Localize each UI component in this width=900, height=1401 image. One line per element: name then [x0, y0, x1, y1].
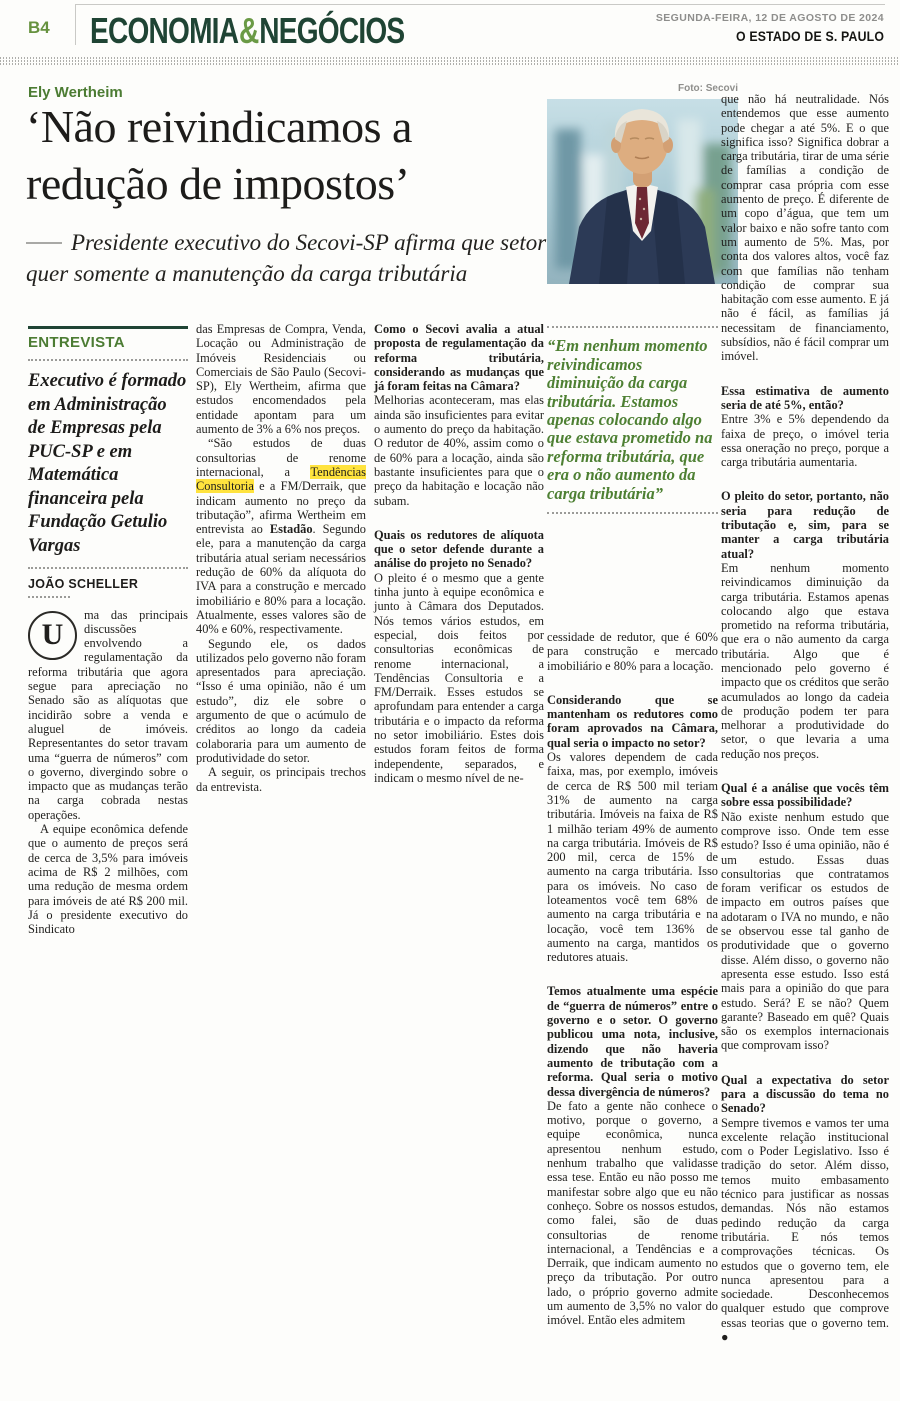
article-paragraph: [196, 322, 366, 436]
article-paragraph: [28, 608, 188, 822]
column-4-text: [547, 630, 718, 1328]
text-segment: De fato a gente não conhece o motivo, porque o governo, a equipe econômica, nunca apresentou nenhum estudo, nenhum trabalho que validasse essa tese. Então eu não posso me manifestar sobre algo que eu não conheço. Sobre os nossos estudos, como falei, são de duas consultorias de renome internacional, a Tendências e a Derraik, que indicam aumento no preço da tributação. Por outro lado, o próprio governo admite um aumento de 3,5% no valor do imóvel. Então eles admitem: [547, 1098, 718, 1328]
interview-question: [721, 781, 889, 810]
photo-credit: Foto: Secovi: [677, 83, 738, 94]
dotted-rule: [28, 359, 188, 361]
text-segment: Segundo ele, os dados utilizados pelo governo não foram apresentados para apreciação. “Isso é uma opinião, não é um estudo”, diz ele sobre o argumento de que o acúmulo de créditos ao longo da cadeia colaboraria para um aumento de produtividade do setor.: [196, 636, 366, 765]
text-segment: das Empresas de Compra, Venda, Locação ou Administração de Imóveis Residenciais ou Comerciais de São Paulo (Secovi-SP), Ely Wertheim, afirma que estudos encomendados pela entidade apontam para um aumento de 3% a 6% nos preços.: [196, 322, 366, 437]
subtitle-dash: [26, 242, 62, 244]
section-title-ampersand: &: [238, 10, 259, 51]
column-4: [547, 82, 738, 1328]
article-paragraph: [721, 810, 889, 1053]
section-title: [90, 10, 404, 52]
header-rule-vertical: [75, 4, 76, 45]
article-paragraph: [196, 637, 366, 766]
text-segment: Sempre tivemos e vamos ter uma excelente relação institucional com o Poder Legislativo. Isso é tradição do setor. Além disso, temos muito embasamento técnico para justificar as nossas demandas. Nós não estamos pedindo redução da carga tributária. E nós temos comprovações técnicas. Os estudos que o governo tem, ele nunca apresentou para a sociedade. Desconhecemos qualquer estudo que comprove essas teorias que o governo tem. ●: [721, 1115, 889, 1345]
pull-quote: “Em nenhum momento reivindicamos diminuição da carga tributária. Estamos apenas colocando algo que estava prometido na reforma tributária, que era o não aumento da carga tributária”: [547, 336, 713, 503]
interview-question: [721, 384, 889, 413]
article-paragraph: [374, 393, 544, 507]
text-segment: Em nenhum momento reivindicamos diminuição da carga tributária. Estamos apenas colocando algo que estava prometido na reforma tributária, que era o não aumento da carga tributária. Algo que é mencionado pelo governo é impacto que os créditos que serão acumulados ao longo da cadeia de produção podem ter para melhorar a produtividade do setor, o que levaria a uma redução nos preços.: [721, 560, 889, 761]
text-segment: Não existe nenhum estudo que comprove isso. Onde tem esse estudo? Isso é uma opinião, não é um estudo. Essas duas consultorias que contratamos foram verificar os estudos de impacto em outros países que adotaram o IVA no mundo, e não se observou esse tal ganho de produtividade que o governo disse. Além disso, o governo não apresenta esse estudo. Isso está mais para a opinião do que para estudo. Será? E se não? Quem garante? Baseado em quê? Quais são os exemplos internacionais que comprovam isso?: [721, 809, 889, 1053]
interview-question: [721, 489, 889, 560]
article-paragraph: [721, 1116, 889, 1345]
text-segment: Temos atualmente uma espécie de “guerra de números” entre o governo e o setor. O governo publicou uma nota, inclusive, dizendo que não haveria aumento de tributação com a reforma. Qual seria o motivo dessa divergência de números?: [547, 984, 718, 1099]
author-kicker: Ely Wertheim: [28, 84, 123, 101]
header-rule-horizontal: [75, 4, 885, 5]
section-title-negocios: NEGÓCIOS: [259, 10, 405, 51]
article-paragraph: [721, 412, 889, 469]
text-segment: e a FM/Derraik, que indicam aumento no preço da tributação”, afirma Wertheim em entrevista ao: [196, 479, 366, 537]
section-title-economia: ECONOMIA: [90, 10, 239, 51]
article-paragraph: [721, 561, 889, 761]
text-segment: Considerando que se mantenham os redutores como foram aprovados na Câmara, qual seria o impacto no setor?: [547, 692, 718, 750]
portrait-photo: [547, 99, 738, 284]
article-paragraph: [547, 630, 718, 673]
dotted-rule: [547, 326, 718, 328]
drop-cap: U: [28, 611, 77, 660]
article-paragraph: [28, 822, 188, 936]
text-segment: Essa estimativa de aumento seria de até 5%, então?: [721, 383, 889, 412]
interview-question: [547, 984, 718, 1098]
text-segment: Qual a expectativa do setor para a discussão do tema no Senado?: [721, 1072, 889, 1116]
byline: JOÃO SCHELLER: [28, 577, 139, 592]
highlighted-text: Tendências Consultoria: [196, 464, 366, 494]
portrait-photo-illustration: [547, 99, 738, 284]
column-3: [374, 322, 544, 785]
kicker-bar: [28, 326, 188, 329]
masthead-block: [656, 12, 884, 44]
bold-inline-text: Estadão: [269, 522, 313, 537]
byline-rule: [28, 596, 70, 598]
text-segment: ma das principais discussões envolvendo a regulamentação da reforma tributária que agora segue para apreciação no Senado são as alíquotas que incidirão sobre a venda e aluguel de imóveis. Representantes do setor travam uma “guerra de números” com o governo, divergindo sobre o impacto que as mudanças terão na carga cobrada nestas operações.: [28, 607, 188, 822]
text-segment: A seguir, os principais trechos da entrevista.: [196, 765, 366, 794]
text-segment: “São estudos de duas consultorias de renome internacional, a: [196, 436, 366, 479]
dotted-rule: [547, 512, 718, 514]
text-segment: cessidade de redutor, que é 60% para construção e mercado imobiliário e 80% para a locação.: [547, 629, 718, 673]
header-dotted-band: [0, 57, 900, 66]
dotted-rule: [28, 567, 188, 569]
interview-question: [374, 322, 544, 393]
kicker-entrevista: ENTREVISTA: [28, 334, 125, 351]
text-segment: que não há neutralidade. Nós entendemos que esse aumento pode chegar a até 5%. E o que significa isso? Significa dobrar a carga tributária, tirar de uma série de famílias a condição de comprar casa própria com esse aumento de preço. É diferente de um copo d’água, que tem um valor baixo e não sofre tanto com um aumento de 5%. Mas, por conta dos valores altos, você faz com que famílias não tenham condição de comprar sua habitação com esse aumento. E já não é fácil, as famílias já necessitam de financiamento, subsídios, não é fácil comprar um imóvel.: [721, 92, 889, 364]
article-paragraph: [374, 571, 544, 785]
text-segment: Quais os redutores de alíquota que o setor defende durante a análise do projeto no Senado?: [374, 527, 544, 571]
column-entrevista: [28, 326, 188, 936]
article-paragraph: [547, 1099, 718, 1328]
text-segment: Os valores dependem de cada faixa, mas, por exemplo, imóveis de cerca de R$ 500 mil teriam 31% de aumento na carga tributária. Imóveis na faixa de R$ 1 milhão teriam 49% de aumento na carga tributária. Imóveis de R$ 200 mil, cerca de 15% de aumento na carga tributária. Isso para os imóveis. No caso de loteamentos você tem 68% de aumento na carga tributária e na locação, você tem 136% de aumento na carga, mantidos os redutores atuais.: [547, 750, 718, 965]
page-number: B4: [28, 18, 50, 37]
text-segment: Qual é a análise que vocês têm sobre essa possibilidade?: [721, 781, 889, 810]
text-segment: Melhorias aconteceram, mas elas ainda são insuficientes para evitar o aumento do preço da habitação. O redutor de 40%, assim como o de 60% para a locação, ainda são bastante insuficientes para que o preço da habitação e locação não subam.: [374, 393, 544, 508]
article-title: ‘Não reivindicamos a redução de impostos’: [26, 101, 412, 209]
interview-question: [374, 528, 544, 571]
interview-question: [721, 1073, 889, 1116]
column-5: [721, 92, 889, 1344]
text-segment: Como o Secovi avalia a atual proposta de regulamentação da reforma tributária, considerando as mudanças que já foram feitas na Câmara?: [374, 322, 544, 394]
article-paragraph: [547, 750, 718, 964]
article-paragraph: [196, 436, 366, 636]
article-paragraph: [721, 92, 889, 364]
text-segment: . Segundo ele, para a manutenção da carga tributária atual seriam necessários redução de 60% da alíquota do IVA para a construção e mercado imobiliário e 80% para a locação. Atualmente, esses valores são de 40% e 60%, respectivamente.: [196, 522, 366, 637]
text-segment: Entre 3% e 5% dependendo da faixa de preço, o imóvel teria essa oneração no preço, porque a carga tributária aumentaria.: [721, 412, 889, 470]
executive-bio: Executivo é formado em Administração de Empresas pela PUC-SP e em Matemática financeira pela Fundação Getulio Vargas: [28, 371, 187, 556]
text-segment: O pleito é o mesmo que a gente tinha junto à equipe econômica e junto à Câmara dos Deputados. Nós temos vários estudos, em especial, dois feitos por consultorias econômicas de renome internacional, a Tendências Consultoria e a FM/Derraik. Esses estudos se aprofundam para entender a carga tributária e o impacto da reforma no setor imobiliário. Estes dois estudos foram feitos de forma independente, separados, e indicam o mesmo nível de ne-: [374, 570, 544, 785]
text-segment: O pleito do setor, portanto, não seria para redução de tributação e, sim, para se manter a carga tributária atual?: [721, 489, 889, 561]
subtitle-text: Presidente executivo do Secovi-SP afirma que setor quer somente a manutenção da carga tributária: [26, 230, 547, 286]
article-subtitle: [26, 227, 554, 289]
lead-paragraphs: [28, 608, 188, 937]
column-2: [196, 322, 366, 794]
interview-question: [547, 693, 718, 750]
article-paragraph: [196, 765, 366, 794]
newspaper-name: O ESTADO DE S. PAULO: [735, 28, 884, 44]
text-segment: A equipe econômica defende que o aumento de preços será de cerca de 3,5% para imóveis acima de R$ 2 milhões, com uma redução de mesma ordem para imóveis de até R$ 200 mil. Já o presidente executivo do Sindicato: [28, 822, 188, 937]
edition-date: SEGUNDA-FEIRA, 12 DE AGOSTO DE 2024: [655, 12, 884, 24]
